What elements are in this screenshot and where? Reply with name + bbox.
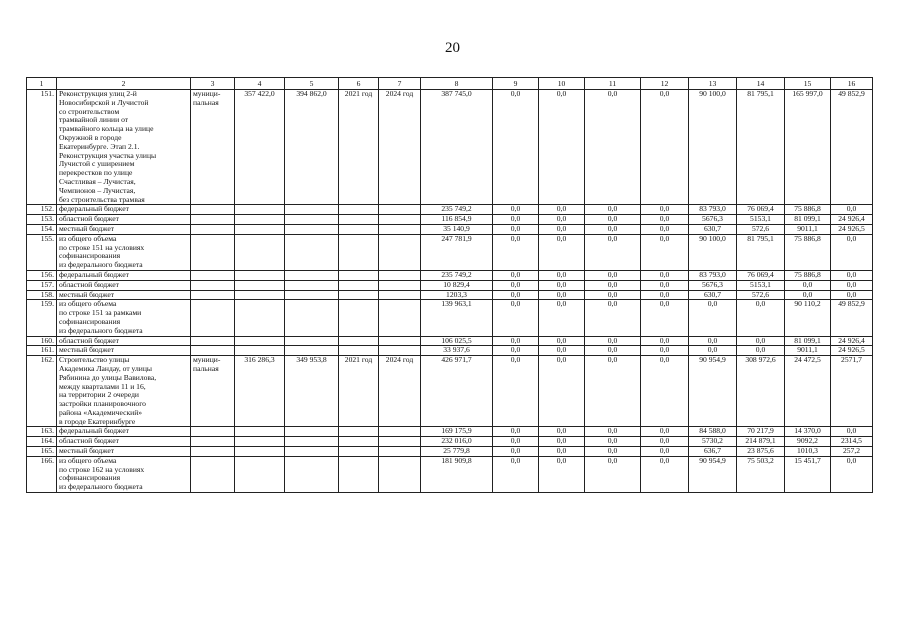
value-cell-9: 0,0 (493, 270, 539, 280)
start-year-cell (339, 346, 379, 356)
total-cell: 247 781,9 (421, 234, 493, 270)
value-cell-15: 9011,1 (785, 224, 831, 234)
row-number-cell: 154. (27, 224, 57, 234)
table-row (27, 336, 873, 346)
value-cell-11: 0,0 (585, 437, 641, 447)
value-cell-12: 0,0 (641, 447, 689, 457)
value-cell-12: 0,0 (641, 356, 689, 427)
value-cell-13: 630,7 (689, 224, 737, 234)
value-cell-16: 49 852,9 (831, 300, 873, 336)
value-cell-10: 0,0 (539, 224, 585, 234)
total-cell: 10 829,4 (421, 280, 493, 290)
table-row (27, 234, 873, 270)
value-cell-12: 0,0 (641, 270, 689, 280)
value-cell-4 (235, 224, 285, 234)
total-cell: 426 971,7 (421, 356, 493, 427)
value-cell-11: 0,0 (585, 456, 641, 492)
header-row (27, 78, 873, 90)
executor-cell (191, 234, 235, 270)
total-cell: 1203,3 (421, 290, 493, 300)
column-header: 1 (27, 78, 57, 90)
total-cell: 35 140,9 (421, 224, 493, 234)
value-cell-10: 0,0 (539, 437, 585, 447)
value-cell-14: 572,6 (737, 224, 785, 234)
end-year-cell (379, 336, 421, 346)
value-cell-16: 0,0 (831, 205, 873, 215)
value-cell-13: 0,0 (689, 346, 737, 356)
table-row (27, 280, 873, 290)
value-cell-11: 0,0 (585, 346, 641, 356)
executor-cell (191, 447, 235, 457)
item-name-cell: из общего объема по строке 151 на условиях софинансирования из федерального бюджета (57, 234, 191, 270)
value-cell-12: 0,0 (641, 280, 689, 290)
row-number-cell: 166. (27, 456, 57, 492)
start-year-cell: 2021 год (339, 356, 379, 427)
value-cell-13: 90 100,0 (689, 234, 737, 270)
value-cell-4 (235, 447, 285, 457)
value-cell-14: 81 795,1 (737, 90, 785, 205)
value-cell-10: 0,0 (539, 234, 585, 270)
value-cell-13: 0,0 (689, 300, 737, 336)
value-cell-16: 0,0 (831, 234, 873, 270)
value-cell-5 (285, 280, 339, 290)
value-cell-4: 316 286,3 (235, 356, 285, 427)
value-cell-13: 636,7 (689, 447, 737, 457)
value-cell-11: 0,0 (585, 356, 641, 427)
value-cell-16: 257,2 (831, 447, 873, 457)
end-year-cell (379, 447, 421, 457)
value-cell-4 (235, 437, 285, 447)
value-cell-5 (285, 456, 339, 492)
value-cell-10: 0,0 (539, 215, 585, 225)
total-cell: 169 175,9 (421, 427, 493, 437)
column-header: 3 (191, 78, 235, 90)
value-cell-16: 24 926,4 (831, 336, 873, 346)
value-cell-10: 0,0 (539, 290, 585, 300)
value-cell-14: 81 795,1 (737, 234, 785, 270)
value-cell-11: 0,0 (585, 447, 641, 457)
row-number-cell: 162. (27, 356, 57, 427)
column-header: 2 (57, 78, 191, 90)
value-cell-4 (235, 427, 285, 437)
value-cell-12: 0,0 (641, 456, 689, 492)
value-cell-9: 0,0 (493, 447, 539, 457)
executor-cell (191, 336, 235, 346)
value-cell-14: 572,6 (737, 290, 785, 300)
value-cell-5 (285, 224, 339, 234)
end-year-cell (379, 346, 421, 356)
start-year-cell (339, 234, 379, 270)
total-cell: 232 016,0 (421, 437, 493, 447)
start-year-cell (339, 300, 379, 336)
table-row (27, 346, 873, 356)
value-cell-11: 0,0 (585, 224, 641, 234)
executor-cell (191, 215, 235, 225)
executor-cell (191, 270, 235, 280)
column-header: 4 (235, 78, 285, 90)
value-cell-9: 0,0 (493, 224, 539, 234)
value-cell-4 (235, 215, 285, 225)
value-cell-10: 0,0 (539, 456, 585, 492)
value-cell-16: 24 926,5 (831, 346, 873, 356)
value-cell-14: 5153,1 (737, 215, 785, 225)
value-cell-5 (285, 300, 339, 336)
value-cell-15: 90 110,2 (785, 300, 831, 336)
total-cell: 235 749,2 (421, 205, 493, 215)
table-row (27, 300, 873, 336)
start-year-cell (339, 290, 379, 300)
value-cell-14: 308 972,6 (737, 356, 785, 427)
item-name-cell: Строительство улицы Академика Ландау, от улицы Рябинина до улицы Вавилова, между кварталами 11 и 16, на территории 2 очереди застройки планировочного района «Академический» в городе Екатеринбурге (57, 356, 191, 427)
value-cell-15: 75 886,8 (785, 270, 831, 280)
item-name-cell: из общего объема по строке 162 на условиях софинансирования из федерального бюджета (57, 456, 191, 492)
value-cell-15: 14 370,0 (785, 427, 831, 437)
value-cell-16: 0,0 (831, 290, 873, 300)
value-cell-15: 24 472,5 (785, 356, 831, 427)
value-cell-16: 0,0 (831, 270, 873, 280)
value-cell-16: 24 926,4 (831, 215, 873, 225)
value-cell-9: 0,0 (493, 456, 539, 492)
value-cell-4 (235, 290, 285, 300)
end-year-cell (379, 280, 421, 290)
value-cell-14: 75 503,2 (737, 456, 785, 492)
value-cell-14: 214 879,1 (737, 437, 785, 447)
row-number-cell: 157. (27, 280, 57, 290)
value-cell-10: 0,0 (539, 336, 585, 346)
row-number-cell: 165. (27, 447, 57, 457)
value-cell-11: 0,0 (585, 90, 641, 205)
value-cell-10: 0,0 (539, 205, 585, 215)
value-cell-9: 0,0 (493, 437, 539, 447)
end-year-cell (379, 234, 421, 270)
row-number-cell: 161. (27, 346, 57, 356)
total-cell: 387 745,0 (421, 90, 493, 205)
value-cell-12: 0,0 (641, 346, 689, 356)
start-year-cell (339, 270, 379, 280)
value-cell-15: 9092,2 (785, 437, 831, 447)
row-number-cell: 151. (27, 90, 57, 205)
value-cell-16: 0,0 (831, 456, 873, 492)
value-cell-5 (285, 234, 339, 270)
value-cell-5 (285, 437, 339, 447)
table-row (27, 215, 873, 225)
value-cell-5 (285, 215, 339, 225)
value-cell-15: 81 099,1 (785, 215, 831, 225)
value-cell-16: 2314,5 (831, 437, 873, 447)
value-cell-10: 0,0 (539, 346, 585, 356)
value-cell-13: 83 793,0 (689, 205, 737, 215)
item-name-cell: областной бюджет (57, 336, 191, 346)
column-header: 12 (641, 78, 689, 90)
value-cell-10: 0,0 (539, 447, 585, 457)
end-year-cell (379, 290, 421, 300)
value-cell-9: 0,0 (493, 234, 539, 270)
value-cell-11: 0,0 (585, 280, 641, 290)
value-cell-10: 0,0 (539, 427, 585, 437)
column-header: 13 (689, 78, 737, 90)
column-header: 14 (737, 78, 785, 90)
start-year-cell (339, 427, 379, 437)
value-cell-4 (235, 205, 285, 215)
end-year-cell (379, 456, 421, 492)
value-cell-12: 0,0 (641, 215, 689, 225)
value-cell-13: 84 588,0 (689, 427, 737, 437)
column-header: 10 (539, 78, 585, 90)
row-number-cell: 163. (27, 427, 57, 437)
executor-cell (191, 205, 235, 215)
end-year-cell: 2024 год (379, 356, 421, 427)
value-cell-14: 70 217,9 (737, 427, 785, 437)
value-cell-9: 0,0 (493, 290, 539, 300)
value-cell-4 (235, 234, 285, 270)
start-year-cell: 2021 год (339, 90, 379, 205)
column-header: 6 (339, 78, 379, 90)
value-cell-12: 0,0 (641, 336, 689, 346)
value-cell-13: 630,7 (689, 290, 737, 300)
table-row (27, 290, 873, 300)
row-number-cell: 158. (27, 290, 57, 300)
executor-cell (191, 346, 235, 356)
executor-cell (191, 224, 235, 234)
row-number-cell: 153. (27, 215, 57, 225)
value-cell-15: 9011,1 (785, 346, 831, 356)
row-number-cell: 160. (27, 336, 57, 346)
table-row (27, 224, 873, 234)
value-cell-9: 0,0 (493, 427, 539, 437)
value-cell-5: 394 862,0 (285, 90, 339, 205)
item-name-cell: федеральный бюджет (57, 427, 191, 437)
value-cell-4 (235, 300, 285, 336)
value-cell-11: 0,0 (585, 215, 641, 225)
value-cell-13: 0,0 (689, 336, 737, 346)
start-year-cell (339, 437, 379, 447)
value-cell-12: 0,0 (641, 300, 689, 336)
end-year-cell (379, 427, 421, 437)
value-cell-12: 0,0 (641, 290, 689, 300)
column-header: 5 (285, 78, 339, 90)
table-row (27, 437, 873, 447)
value-cell-15: 75 886,8 (785, 234, 831, 270)
value-cell-9: 0,0 (493, 215, 539, 225)
value-cell-11: 0,0 (585, 290, 641, 300)
executor-cell (191, 427, 235, 437)
end-year-cell (379, 205, 421, 215)
value-cell-12: 0,0 (641, 234, 689, 270)
value-cell-5 (285, 336, 339, 346)
executor-cell (191, 280, 235, 290)
item-name-cell: областной бюджет (57, 437, 191, 447)
end-year-cell (379, 224, 421, 234)
item-name-cell: Реконструкция улиц 2-й Новосибирской и Лучистой со строительством трамвайной линии от трамвайного кольца на улице Окружной в городе Екатеринбурге. Этап 2.1. Реконструкция участка улицы Лучистой с уширением перекрестков по улице Счастливая – Лучистая, Чемпионов – Лучистая, без строительства трамвая (57, 90, 191, 205)
value-cell-12: 0,0 (641, 205, 689, 215)
executor-cell (191, 437, 235, 447)
start-year-cell (339, 215, 379, 225)
end-year-cell (379, 270, 421, 280)
column-header: 8 (421, 78, 493, 90)
value-cell-16: 0,0 (831, 280, 873, 290)
value-cell-13: 90 100,0 (689, 90, 737, 205)
value-cell-11: 0,0 (585, 205, 641, 215)
start-year-cell (339, 280, 379, 290)
total-cell: 116 854,9 (421, 215, 493, 225)
value-cell-13: 5676,3 (689, 215, 737, 225)
value-cell-13: 5676,3 (689, 280, 737, 290)
value-cell-14: 76 069,4 (737, 270, 785, 280)
row-number-cell: 152. (27, 205, 57, 215)
value-cell-5 (285, 290, 339, 300)
value-cell-5 (285, 270, 339, 280)
table-row (27, 447, 873, 457)
value-cell-14: 0,0 (737, 346, 785, 356)
value-cell-10: 0,0 (539, 270, 585, 280)
value-cell-15: 0,0 (785, 290, 831, 300)
value-cell-15: 1010,3 (785, 447, 831, 457)
start-year-cell (339, 456, 379, 492)
item-name-cell: областной бюджет (57, 280, 191, 290)
item-name-cell: местный бюджет (57, 290, 191, 300)
executor-cell: муници- пальная (191, 356, 235, 427)
end-year-cell: 2024 год (379, 90, 421, 205)
value-cell-13: 83 793,0 (689, 270, 737, 280)
row-number-cell: 156. (27, 270, 57, 280)
value-cell-14: 76 069,4 (737, 205, 785, 215)
item-name-cell: федеральный бюджет (57, 270, 191, 280)
value-cell-11: 0,0 (585, 300, 641, 336)
value-cell-15: 15 451,7 (785, 456, 831, 492)
value-cell-9: 0,0 (493, 300, 539, 336)
value-cell-9: 0,0 (493, 205, 539, 215)
value-cell-14: 23 875,6 (737, 447, 785, 457)
value-cell-5: 349 953,8 (285, 356, 339, 427)
table-row (27, 427, 873, 437)
row-number-cell: 164. (27, 437, 57, 447)
value-cell-10: 0,0 (539, 90, 585, 205)
end-year-cell (379, 300, 421, 336)
column-header: 15 (785, 78, 831, 90)
executor-cell (191, 456, 235, 492)
row-number-cell: 155. (27, 234, 57, 270)
value-cell-12: 0,0 (641, 427, 689, 437)
value-cell-5 (285, 447, 339, 457)
start-year-cell (339, 224, 379, 234)
value-cell-12: 0,0 (641, 90, 689, 205)
total-cell: 106 025,5 (421, 336, 493, 346)
start-year-cell (339, 447, 379, 457)
value-cell-11: 0,0 (585, 234, 641, 270)
executor-cell (191, 300, 235, 336)
value-cell-13: 90 954,9 (689, 356, 737, 427)
value-cell-15: 0,0 (785, 280, 831, 290)
table-row (27, 270, 873, 280)
value-cell-10: 0,0 (539, 356, 585, 427)
table-row (27, 356, 873, 427)
value-cell-5 (285, 205, 339, 215)
item-name-cell: местный бюджет (57, 224, 191, 234)
value-cell-14: 0,0 (737, 300, 785, 336)
end-year-cell (379, 215, 421, 225)
value-cell-4 (235, 336, 285, 346)
value-cell-13: 90 954,9 (689, 456, 737, 492)
column-header: 11 (585, 78, 641, 90)
value-cell-5 (285, 427, 339, 437)
total-cell: 33 937,6 (421, 346, 493, 356)
item-name-cell: федеральный бюджет (57, 205, 191, 215)
value-cell-4 (235, 456, 285, 492)
total-cell: 25 779,8 (421, 447, 493, 457)
row-number-cell: 159. (27, 300, 57, 336)
end-year-cell (379, 437, 421, 447)
executor-cell (191, 290, 235, 300)
value-cell-10: 0,0 (539, 300, 585, 336)
value-cell-11: 0,0 (585, 270, 641, 280)
value-cell-15: 81 099,1 (785, 336, 831, 346)
column-header: 9 (493, 78, 539, 90)
value-cell-12: 0,0 (641, 224, 689, 234)
table-row (27, 90, 873, 205)
value-cell-4 (235, 270, 285, 280)
total-cell: 139 963,1 (421, 300, 493, 336)
start-year-cell (339, 205, 379, 215)
value-cell-10: 0,0 (539, 280, 585, 290)
value-cell-14: 0,0 (737, 336, 785, 346)
value-cell-9: 0,0 (493, 356, 539, 427)
value-cell-15: 75 886,8 (785, 205, 831, 215)
value-cell-4 (235, 280, 285, 290)
column-header: 7 (379, 78, 421, 90)
value-cell-11: 0,0 (585, 336, 641, 346)
value-cell-9: 0,0 (493, 346, 539, 356)
item-name-cell: местный бюджет (57, 346, 191, 356)
start-year-cell (339, 336, 379, 346)
table-row (27, 205, 873, 215)
value-cell-5 (285, 346, 339, 356)
value-cell-4: 357 422,0 (235, 90, 285, 205)
value-cell-12: 0,0 (641, 437, 689, 447)
executor-cell: муници- пальная (191, 90, 235, 205)
value-cell-11: 0,0 (585, 427, 641, 437)
budget-table (26, 77, 873, 493)
value-cell-16: 0,0 (831, 427, 873, 437)
item-name-cell: областной бюджет (57, 215, 191, 225)
page-number: 20 (445, 40, 460, 56)
table-row (27, 456, 873, 492)
value-cell-13: 5730,2 (689, 437, 737, 447)
item-name-cell: местный бюджет (57, 447, 191, 457)
column-header: 16 (831, 78, 873, 90)
value-cell-16: 24 926,5 (831, 224, 873, 234)
value-cell-16: 2571,7 (831, 356, 873, 427)
item-name-cell: из общего объема по строке 151 за рамками софинансирования из федерального бюджета (57, 300, 191, 336)
value-cell-9: 0,0 (493, 90, 539, 205)
total-cell: 235 749,2 (421, 270, 493, 280)
value-cell-9: 0,0 (493, 336, 539, 346)
value-cell-16: 49 852,9 (831, 90, 873, 205)
value-cell-15: 165 997,0 (785, 90, 831, 205)
value-cell-9: 0,0 (493, 280, 539, 290)
value-cell-4 (235, 346, 285, 356)
total-cell: 181 909,8 (421, 456, 493, 492)
value-cell-14: 5153,1 (737, 280, 785, 290)
